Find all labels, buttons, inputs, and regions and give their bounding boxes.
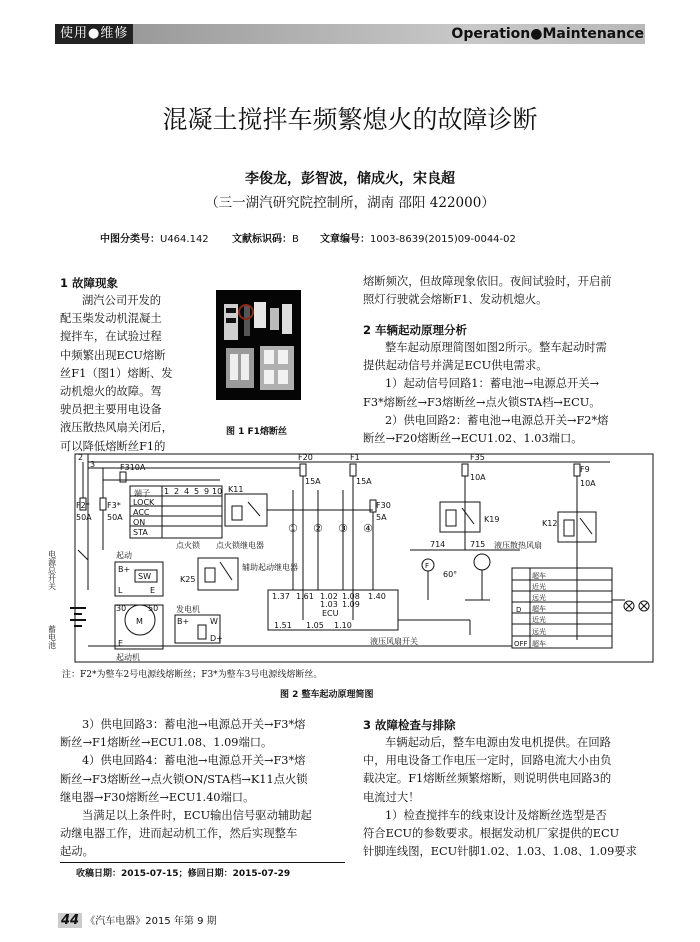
fuse-photo xyxy=(216,290,301,400)
text-line: 熔断频次，但故障现象依旧。夜间试验时，开启前 xyxy=(363,275,612,288)
section-3-text xyxy=(363,734,648,861)
ecu-label: ECU xyxy=(322,609,339,618)
ecu-pin: 1.08 xyxy=(342,592,360,601)
page-number: 44 xyxy=(58,913,82,928)
wire-label: 2 xyxy=(78,453,84,462)
page-footer xyxy=(58,912,217,928)
ecu-pin: 1.05 xyxy=(306,621,324,630)
pin-label: E xyxy=(150,586,156,595)
lock-position: LOCK xyxy=(133,498,155,507)
figure-2-note: 注：F2*为整车2号电源线熔断丝；F3*为整车3号电源线熔断丝。 xyxy=(62,670,323,680)
text-line: 可以降低熔断丝F1的 xyxy=(60,439,166,453)
fuse-label: F3* xyxy=(107,501,121,510)
ign-relay-label: 点火锁继电器 xyxy=(216,541,264,550)
ecu-pin: 1.03 xyxy=(320,600,338,609)
text-line: 搅拌车，在试验过程 xyxy=(60,330,162,344)
fuse-label: F35 xyxy=(470,453,485,462)
text-line: 继电器→F30熔断丝→ECU1.40端口。 xyxy=(60,790,255,804)
fuse-rating: 50A xyxy=(76,513,92,522)
light-switch-row: 超车 xyxy=(532,640,546,648)
affiliation: （三一湖汽研究院控制所，湖南 邵阳 422000） xyxy=(205,195,495,211)
header-section-label: 使用●维修 xyxy=(60,26,129,41)
section-2-heading: 2 车辆起动原理分析 xyxy=(363,323,468,337)
pin-label: B+ xyxy=(118,565,131,574)
light-switch-row: 远光 xyxy=(532,594,546,602)
terminal-header: 端子 xyxy=(134,489,150,498)
header-section-english: Operation●Maintenance xyxy=(451,26,644,42)
lock-column: 2 xyxy=(174,487,180,496)
article-number: 文章编号：1003-8639(2015)09-0044-02 xyxy=(320,234,516,245)
lock-position: ACC xyxy=(133,508,150,517)
light-switch-row: 超车 xyxy=(532,605,546,613)
circuit-marker: ① xyxy=(288,522,298,535)
text-line: 中，用电设备工作电压一定时，回路电流大小由负 xyxy=(363,754,612,768)
text-line: 车辆起动后，整车电源由发电机提供。在回路 xyxy=(385,736,611,749)
power-switch-label: 电源总开关 xyxy=(47,550,57,590)
section-1-heading: 1 故障现象 xyxy=(60,276,119,290)
fuse-rating: 10A xyxy=(470,473,486,482)
text-line: 丝F1（图1）熔断、发 xyxy=(60,366,173,380)
pin-label: L xyxy=(118,586,123,595)
relay-label: K11 xyxy=(228,485,244,494)
starter-label: 起动 xyxy=(116,551,132,560)
text-line: 配玉柴发动机混凝土 xyxy=(60,312,162,326)
section-3-heading: 3 故障检查与排除 xyxy=(363,718,456,732)
text-line: 1）检查搅拌车的线束设计及熔断丝选型是否 xyxy=(385,808,607,822)
text-line: 中频繁出现ECU熔断 xyxy=(60,348,166,362)
relay-label: K25 xyxy=(180,575,196,584)
lock-column: 5 xyxy=(194,487,200,496)
sensor-symbol: F xyxy=(425,562,430,570)
fuse-label: F310A xyxy=(120,463,146,472)
section-2-text xyxy=(363,339,648,448)
lock-position: STA xyxy=(133,528,148,537)
text-line: 符合ECU的参数要求。根据发动机厂家提供的ECU xyxy=(363,827,620,841)
ecu-pin: 1.51 xyxy=(274,621,292,630)
lock-column: 9 xyxy=(204,487,210,496)
start-relay-label: 辅助起动继电器 xyxy=(242,563,298,572)
section-1-text xyxy=(60,292,210,456)
temp-label: 60° xyxy=(443,570,458,579)
article-title: 混凝土搅拌车频繁熄火的故障诊断 xyxy=(162,105,538,134)
text-line: 电流过大！ xyxy=(363,790,420,804)
text-line: 3）供电回路3：蓄电池→电源总开关→F3*熔 xyxy=(82,718,306,731)
text-line: 当满足以上条件时，ECU输出信号驱动辅助起 xyxy=(82,809,312,823)
lock-position: ON xyxy=(133,518,146,527)
figure-2-caption: 图 2 整车起动原理简图 xyxy=(280,690,374,700)
circuit-marker: ④ xyxy=(363,522,373,535)
section-1-continued xyxy=(363,273,648,309)
text-line: 针脚连线图，ECU针脚1.02、1.03、1.08、1.09要求 xyxy=(363,845,637,859)
starter-motor-label: 起动机 xyxy=(116,653,140,662)
ecu-pin: 1.37 xyxy=(272,592,290,601)
fuse-rating: 15A xyxy=(356,477,372,486)
ecu-pin: 1.09 xyxy=(342,600,360,609)
document-code: 文献标识码：B xyxy=(232,234,299,245)
ecu-pin: 1.40 xyxy=(368,592,386,601)
text-line: 提供起动信号并满足ECU供电需求。 xyxy=(363,359,548,373)
battery-label: 蓄电池 xyxy=(47,625,57,649)
text-line: 驶员把主要用电设备 xyxy=(60,403,162,417)
wire-label: 714 xyxy=(430,540,446,549)
text-line: 整车起动原理简图如图2所示。整车起动时需 xyxy=(385,341,607,354)
ecu-pin: 1.10 xyxy=(334,621,352,630)
text-line: 2）供电回路2：蓄电池→电源总开关→F2*熔 xyxy=(385,413,609,427)
light-switch-row: 远光 xyxy=(532,628,546,636)
wire-label: 715 xyxy=(470,540,486,549)
light-switch-row: 近光 xyxy=(532,583,546,591)
fuse-rating: 10A xyxy=(580,479,596,488)
circuit-marker: ③ xyxy=(338,522,348,535)
footnote-rule xyxy=(60,862,345,863)
text-line: 照灯行驶就会熔断F1、发动机熄火。 xyxy=(363,293,548,307)
pin-label: 50 xyxy=(148,604,159,613)
pin-label: E xyxy=(118,639,124,648)
text-line: 载决定。F1熔断丝频繁熔断，则说明供电回路3的 xyxy=(363,772,612,786)
lock-column: 1 xyxy=(164,487,170,496)
light-switch-off: OFF xyxy=(514,640,528,648)
text-line: 断丝→F3熔断丝→点火锁ON/STA档→K11点火锁 xyxy=(60,772,308,786)
clc-number: 中图分类号：U464.142 xyxy=(100,234,209,245)
text-line: 4）供电回路4：蓄电池→电源总开关→F3*熔 xyxy=(82,754,306,768)
circuit-marker: ② xyxy=(313,522,323,535)
fuse-label: F2* xyxy=(76,501,90,510)
fuse-label: F9 xyxy=(580,465,590,474)
fuse-rating: 50A xyxy=(107,513,123,522)
generator-label: 发电机 xyxy=(176,605,200,614)
ecu-pin: 1.02 xyxy=(320,592,338,601)
relay-label: K12 xyxy=(542,519,558,528)
text-line: 动机熄火的故障。驾 xyxy=(60,385,162,399)
text-line: 起动。 xyxy=(60,845,94,859)
light-switch-row: 近光 xyxy=(532,616,546,624)
pin-label: B+ xyxy=(177,617,190,626)
pin-label: SW xyxy=(138,572,151,581)
pin-label: 30 xyxy=(116,604,127,613)
starting-circuit-diagram xyxy=(47,450,655,665)
fuse-label: F20 xyxy=(298,453,313,462)
pin-label: D+ xyxy=(210,634,223,643)
text-line: 动继电器工作，进而起动机工作，然后实现整车 xyxy=(60,827,298,841)
received-dates: 收稿日期：2015-07-15；修回日期：2015-07-29 xyxy=(76,869,291,879)
light-switch-mid: D xyxy=(516,606,522,614)
text-line: F3*熔断丝→F3熔断丝→点火锁STA档→ECU。 xyxy=(363,395,601,409)
ign-lock-label: 点火锁 xyxy=(176,541,200,550)
fuse-rating: 15A xyxy=(305,477,321,486)
relay-label: K19 xyxy=(484,515,500,524)
text-line: 液压散热风扇关闭后， xyxy=(60,421,173,435)
figure-1-caption: 图 1 F1熔断丝 xyxy=(226,427,287,437)
fuse-label: F30 xyxy=(376,501,391,510)
pin-label: W xyxy=(210,617,218,626)
text-line: 1）起动信号回路1：蓄电池→电源总开关→ xyxy=(385,377,600,391)
journal-name: 《汽车电器》2015 年第 9 期 xyxy=(85,916,217,927)
text-line: 断丝→F20熔断丝→ECU1.02、1.03端口。 xyxy=(363,432,583,446)
ecu-pin: 1.61 xyxy=(296,592,314,601)
text-line: 断丝→F1熔断丝→ECU1.08、1.09端口。 xyxy=(60,736,273,750)
fuse-photo-art xyxy=(216,290,301,400)
fuse-rating: 5A xyxy=(376,513,387,522)
fuse-label: F1 xyxy=(350,453,360,462)
light-switch-row: 超车 xyxy=(532,572,546,580)
authors: 李俊龙，彭智波，储成火，宋良超 xyxy=(245,171,455,187)
wire-label: 3 xyxy=(90,460,96,469)
motor-symbol: M xyxy=(136,617,143,626)
lock-column: 4 xyxy=(184,487,190,496)
fan-switch-label: 液压风扇开关 xyxy=(370,637,418,646)
fan-label: 液压散热风扇 xyxy=(494,541,542,550)
text-line: 湖汽公司开发的 xyxy=(82,294,162,307)
lock-column: 10 xyxy=(212,487,223,496)
power-loop-text xyxy=(60,716,345,862)
